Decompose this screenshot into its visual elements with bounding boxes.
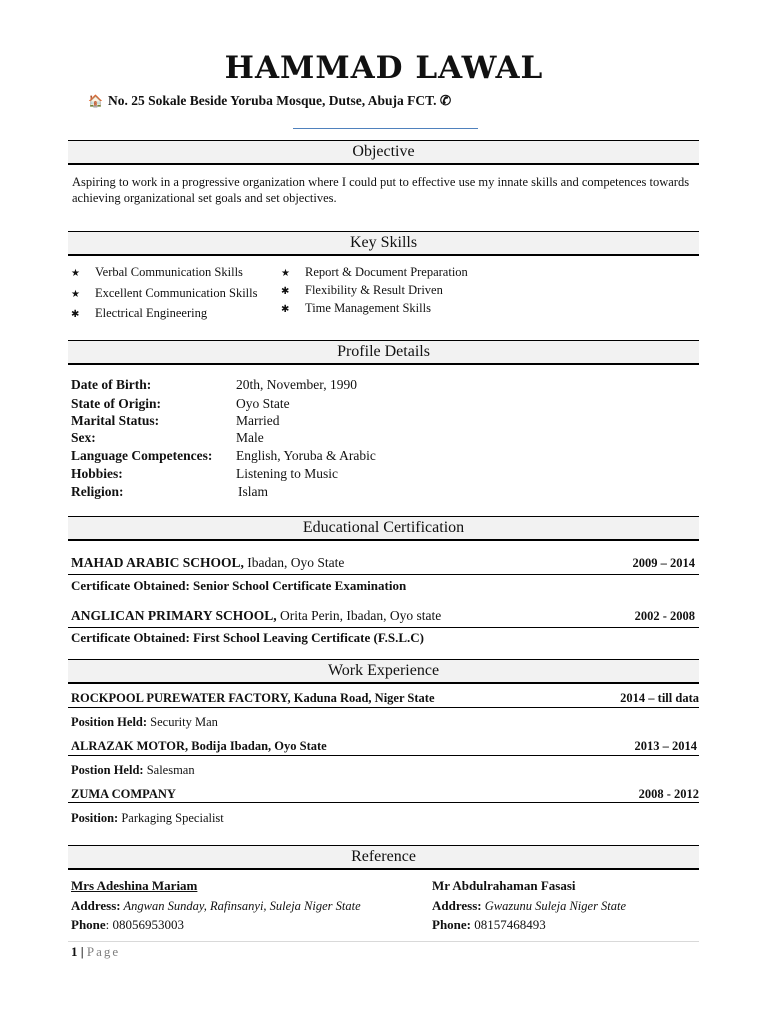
certificate-obtained: Certificate Obtained: First School Leaving Certificate (F.S.L.C) xyxy=(71,630,424,645)
reference-phone xyxy=(71,917,184,933)
address-line xyxy=(88,93,451,109)
position-label: Position: xyxy=(71,811,119,825)
position-line xyxy=(71,763,195,778)
reference-address xyxy=(432,898,626,914)
reference-name: Mr Abdulrahaman Fasasi xyxy=(432,878,576,893)
asterisk-bullet-icon: ✱ xyxy=(281,304,290,315)
section-work-experience: Work Experience xyxy=(68,659,699,684)
profile-label: Hobbies: xyxy=(71,466,123,481)
reference-address xyxy=(71,898,361,914)
divider xyxy=(68,802,699,803)
footer-divider xyxy=(68,941,699,942)
profile-label: Religion: xyxy=(71,484,124,499)
star-bullet-icon: ★ xyxy=(71,268,80,279)
profile-label: Date of Birth: xyxy=(71,377,152,392)
section-key-skills: Key Skills xyxy=(68,231,699,256)
phone-value: 08157468493 xyxy=(471,917,546,932)
profile-label: Sex: xyxy=(71,430,96,445)
profile-label: Marital Status: xyxy=(71,413,160,428)
school-name: MAHAD ARABIC SCHOOL, xyxy=(71,555,244,570)
position-label: Postion Held: xyxy=(71,763,144,777)
reference-name: Mrs Adeshina Mariam xyxy=(71,878,198,893)
company-name: ALRAZAK MOTOR, xyxy=(71,739,189,753)
education-entry xyxy=(71,555,344,571)
position-line xyxy=(71,715,218,730)
profile-label: State of Origin: xyxy=(71,396,161,411)
work-years: 2014 – till data xyxy=(620,691,699,705)
certificate-obtained: Certificate Obtained: Senior School Certificate Examination xyxy=(71,578,407,593)
page-number: 1 xyxy=(71,944,78,959)
profile-value: Listening to Music xyxy=(236,466,338,481)
profile-value: English, Yoruba & Arabic xyxy=(236,448,376,463)
profile-value: Islam xyxy=(238,484,268,499)
objective-text: Aspiring to work in a progressive organization where I could put to effective use my innate skills and competences towards achieving organizational set goals and set objectives. xyxy=(72,175,690,205)
star-bullet-icon: ★ xyxy=(281,268,290,279)
skill-item: ★ Report & Document Preparation xyxy=(281,265,468,279)
education-years: 2009 – 2014 xyxy=(632,556,695,570)
section-profile-details: Profile Details xyxy=(68,340,699,365)
divider xyxy=(68,755,699,756)
page-footer xyxy=(71,944,120,960)
profile-value: Male xyxy=(236,430,264,445)
profile-value: 20th, November, 1990 xyxy=(236,377,357,392)
company-location: Kaduna Road, Niger State xyxy=(290,691,435,705)
school-location: Ibadan, Oyo State xyxy=(243,555,345,570)
company-name: ROCKPOOL PUREWATER FACTORY, xyxy=(71,691,291,705)
education-years: 2002 - 2008 xyxy=(634,609,695,623)
reference-phone xyxy=(432,917,546,933)
candidate-name: HAMMAD LAWAL xyxy=(224,50,544,86)
work-years: 2008 - 2012 xyxy=(638,787,699,801)
position-value: Security Man xyxy=(147,715,218,729)
education-entry xyxy=(71,608,441,624)
skill-item: ★ Verbal Communication Skills xyxy=(71,265,243,279)
address-value: Gwazunu Suleja Niger State xyxy=(481,899,627,913)
section-reference: Reference xyxy=(68,845,699,870)
skill-item: ✱ Time Management Skills xyxy=(281,301,431,315)
divider xyxy=(68,574,699,575)
work-entry xyxy=(71,691,435,706)
star-bullet-icon: ★ xyxy=(71,289,80,300)
divider xyxy=(68,627,699,628)
page-label: Page xyxy=(86,944,121,959)
asterisk-bullet-icon: ✱ xyxy=(281,286,290,297)
address-label: Address: xyxy=(432,898,482,913)
address-value: Angwan Sunday, Rafinsanyi, Suleja Niger State xyxy=(120,899,361,913)
company-name: ZUMA COMPANY xyxy=(71,787,176,801)
phone-label: Phone xyxy=(71,917,106,932)
company-location: Bodija Ibadan, Oyo State xyxy=(188,739,327,753)
position-label: Position Held: xyxy=(71,715,148,729)
house-icon: 🏠 xyxy=(88,94,103,108)
header-divider xyxy=(293,128,478,129)
page-separator: | xyxy=(77,944,87,959)
work-entry xyxy=(71,787,176,802)
school-name: ANGLICAN PRIMARY SCHOOL, xyxy=(71,608,277,623)
position-value: Parkaging Specialist xyxy=(118,811,224,825)
section-objective: Objective xyxy=(68,140,699,165)
position-line xyxy=(71,811,224,826)
school-location: Orita Perin, Ibadan, Oyo state xyxy=(276,608,442,623)
work-entry xyxy=(71,739,327,754)
divider xyxy=(68,707,699,708)
profile-value: Married xyxy=(236,413,280,428)
address-label: Address: xyxy=(71,898,121,913)
profile-value: Oyo State xyxy=(236,396,290,411)
asterisk-bullet-icon: ✱ xyxy=(71,309,80,320)
section-education: Educational Certification xyxy=(68,516,699,541)
skill-item: ✱ Flexibility & Result Driven xyxy=(281,283,443,297)
skill-item: ★ Excellent Communication Skills xyxy=(71,286,258,300)
address-text: No. 25 Sokale Beside Yoruba Mosque, Dutse, Abuja FCT. ✆ xyxy=(108,93,452,108)
profile-label: Language Competences: xyxy=(71,448,213,463)
skill-item: ✱ Electrical Engineering xyxy=(71,306,208,320)
work-years: 2013 – 2014 xyxy=(634,739,697,753)
phone-label: Phone: xyxy=(432,917,471,932)
phone-value: : 08056953003 xyxy=(105,917,185,932)
position-value: Salesman xyxy=(143,763,195,777)
